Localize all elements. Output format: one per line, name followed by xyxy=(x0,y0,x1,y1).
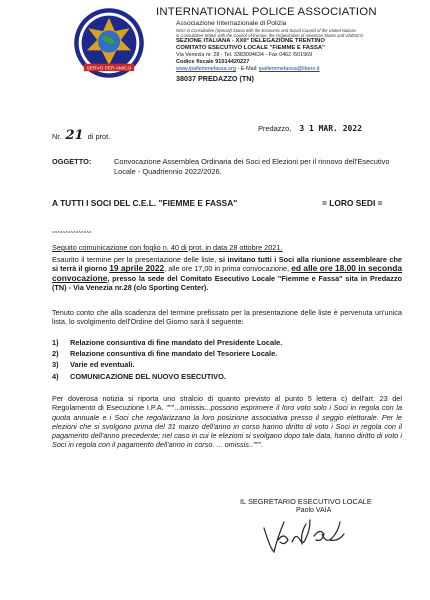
recipients-left: A TUTTI I SOCI DEL C.E.L. "FIEMME E FASSA" xyxy=(52,198,238,208)
handwritten-signature xyxy=(260,506,350,556)
agenda-item xyxy=(52,337,402,348)
ipa-logo xyxy=(72,6,146,80)
agenda-text: COMUNICAZIONE DEL NUOVO ESECUTIVO. xyxy=(70,371,226,381)
p2-a: Esaurito il termine per la presentazione delle liste, xyxy=(52,255,219,264)
agenda-text: Relazione consuntiva di fine mandato del Tesoriere Locale. xyxy=(70,349,278,359)
signatory-name: Paolo VAIA xyxy=(296,507,332,514)
second-convocation: ed alle ore 18.00 in seconda convocazione xyxy=(52,263,403,283)
p2-b: si invitano tutti i Soci alla riunione assembleare che si terrà il giorno xyxy=(52,255,402,274)
agenda-number: 3) xyxy=(52,360,59,370)
nr-value: 21 xyxy=(65,128,84,143)
signatory-title: IL SEGRETARIO ESECUTIVO LOCALE xyxy=(240,497,372,506)
email-link[interactable]: ipafiemmefassa@libero.it xyxy=(258,66,320,72)
agenda-number: 2) xyxy=(52,349,59,359)
subject-text: Convocazione Assemblea Ordinaria dei Soci ed Elezioni per il rinnovo dell'Esecutivo Locale - Quadriennio 2022/2026. xyxy=(114,157,390,176)
section-name: SEZIONE ITALIANA - XXII° DELEGAZIONE TRENTINO xyxy=(176,38,325,44)
p2-d: , alle ore 17,00 in prima convocazione, xyxy=(164,264,292,274)
date-line xyxy=(258,124,362,133)
agenda-intro: Tenuto conto che alla scadenza del termine prefissato per la presentazione delle liste è pervenuta un'unica lista, lo svolgimento dell'Ordine del Giorno sarà il seguente: xyxy=(52,308,402,327)
status-line-2: in Consultative Status with the Council of Europe, the Organization of American States and UNESCO xyxy=(176,33,364,38)
address-line: Via Venezia nr. 28 - Tel. 3383094634 - Fax 0462 /501969 xyxy=(176,52,313,58)
reference-paragraph: Seguito comunicazione con foglio n. 40 di prot. in data 28 ottobre 2021. xyxy=(52,243,283,252)
city-line: 38037 PREDAZZO (TN) xyxy=(176,74,254,83)
nr-label: Nr. xyxy=(52,132,62,141)
p4-b: possono esprimere il loro voto solo i Soci in regola con la quota annuale e i Soci che regolarizzano la loro posizione associativa presso il seggio elettorale. Per le elezioni che si svolgono prima del 31 marzo dell'anno in corso hanno diritto di voto i Soci in regola con il pagamento dell'anno precedente; nel caso in cui le elezioni si svolgano dopo tale data, hanno diritto di voto i Soci in regola con il pagamento dell'anno in corso. ... omissis..""". xyxy=(52,403,403,450)
p2-f: , presso la sede del Comitato Esecutivo Locale "Fiemme e Fassa" sita in Predazzo (TN) - Via Venezia nr.28 (c/o Sporting Center). xyxy=(52,273,402,292)
committee-name: COMITATO ESECUTIVO LOCALE "FIEMME E FASSA" xyxy=(176,45,325,51)
agenda-item xyxy=(52,371,402,382)
agenda-list xyxy=(52,337,402,382)
recipients-right: = LORO SEDI = xyxy=(322,198,383,208)
agenda-number: 1) xyxy=(52,338,59,347)
agenda-text: Relazione consuntiva di fine mandato del Presidente Locale. xyxy=(70,338,283,347)
agenda-item xyxy=(52,348,402,359)
subject xyxy=(52,157,404,176)
logo-motto: SERVO PER AMICO xyxy=(86,66,132,72)
status-line-1: NGO in Consultative (Special) Status with the Economic and Social Council of the United Nations xyxy=(176,28,357,33)
contact-line xyxy=(176,66,426,73)
p4-a: Per doverosa notizia si riporta uno stralcio di quanto previsto al punto 5 lettera c) dell'art. 23 del Regolamento di Esecuzione I.P.A. """...omissis... xyxy=(52,394,402,413)
meeting-date: 19 aprile 2022 xyxy=(109,263,165,274)
place: Predazzo, xyxy=(258,124,292,133)
protocol-number xyxy=(52,128,110,143)
agenda-number: 4) xyxy=(52,371,59,381)
date-stamp: 3 1 MAR. 2022 xyxy=(299,124,362,133)
agenda-item xyxy=(52,359,402,370)
prot-label: di prot. xyxy=(87,132,111,141)
email-label: - E-Mail: xyxy=(235,66,259,72)
subject-label: OGGETTO: xyxy=(52,157,92,166)
regulation-excerpt xyxy=(52,394,402,450)
website-link[interactable]: www.ipafiemmefassa.org xyxy=(176,66,236,72)
org-subtitle: Associazione Internazionale di Polizia xyxy=(176,20,287,27)
agenda-text: Varie ed eventuali. xyxy=(70,360,135,370)
letterhead xyxy=(156,6,426,83)
fiscal-code: Codice fiscale 91014420227 xyxy=(176,59,250,65)
separator: ^^^^^^^^^^^^^^^ xyxy=(52,231,92,237)
org-name: INTERNATIONAL POLICE ASSOCIATION xyxy=(156,6,377,18)
recipients xyxy=(52,198,404,208)
convocation-paragraph xyxy=(52,255,402,292)
